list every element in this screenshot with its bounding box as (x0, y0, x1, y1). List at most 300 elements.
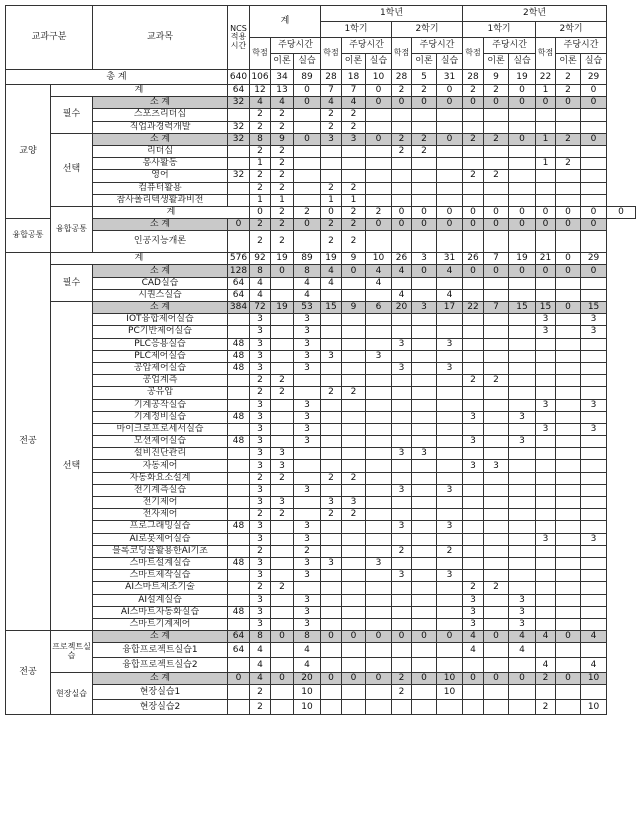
value-cell: 2 (412, 145, 437, 157)
value-cell (342, 570, 366, 582)
value-cell (228, 618, 250, 630)
value-cell: 2 (294, 206, 321, 218)
header-g1s1-theory: 이론 (342, 54, 366, 70)
value-cell (342, 362, 366, 374)
subject-row (6, 658, 636, 673)
value-cell: 3 (536, 326, 556, 338)
value-cell (228, 582, 250, 594)
value-cell: 3 (463, 411, 484, 423)
value-cell (581, 606, 607, 618)
value-cell (366, 314, 392, 326)
value-cell (556, 448, 581, 460)
value-cell: 0 (509, 133, 536, 145)
value-cell (556, 658, 581, 673)
value-cell: 4 (392, 265, 412, 277)
value-cell: 19 (509, 253, 536, 265)
value-cell (536, 497, 556, 509)
value-cell: 3 (250, 606, 271, 618)
value-cell (392, 594, 412, 606)
value-cell (342, 399, 366, 411)
subject-row (6, 399, 636, 411)
value-cell: 2 (437, 545, 463, 557)
value-cell (366, 460, 392, 472)
value-cell (556, 436, 581, 448)
value-cell: 0 (366, 133, 392, 145)
value-cell: 0 (484, 265, 509, 277)
value-cell: 0 (556, 219, 581, 231)
value-cell (463, 387, 484, 399)
value-cell (366, 338, 392, 350)
subject-name: 융합프로젝트실습1 (93, 643, 228, 658)
value-cell (321, 658, 342, 673)
subject-name: 공압제어실습 (93, 362, 228, 374)
value-cell: 3 (271, 448, 294, 460)
value-cell (509, 582, 536, 594)
value-cell: 3 (250, 362, 271, 374)
value-cell (581, 509, 607, 521)
value-cell (228, 158, 250, 170)
value-cell (536, 484, 556, 496)
value-cell (228, 375, 250, 387)
subject-name: 인공지능개론 (93, 231, 228, 253)
value-cell (294, 460, 321, 472)
subject-name: 스마트설계실습 (93, 557, 228, 569)
value-cell (321, 338, 342, 350)
value-cell: 3 (294, 338, 321, 350)
value-cell: 4 (250, 673, 271, 685)
value-cell: 4 (463, 631, 484, 643)
value-cell: 4 (250, 277, 271, 289)
value-cell (412, 594, 437, 606)
value-cell (271, 700, 294, 715)
liberal-total-row (6, 85, 636, 97)
subject-row (6, 194, 636, 206)
header-g2s2-practice: 실습 (581, 54, 607, 70)
value-cell: 3 (437, 521, 463, 533)
value-cell: 6 (366, 302, 392, 314)
subject-name: 융합프로젝트실습2 (93, 658, 228, 673)
value-cell (463, 362, 484, 374)
value-cell: 4 (509, 631, 536, 643)
value-cell (437, 423, 463, 435)
value-cell (366, 484, 392, 496)
value-cell: 2 (342, 182, 366, 194)
value-cell: 22 (536, 70, 556, 85)
value-cell (342, 350, 366, 362)
value-cell (556, 497, 581, 509)
value-cell: 2 (321, 387, 342, 399)
value-cell (392, 509, 412, 521)
value-cell: 106 (250, 70, 271, 85)
value-cell (412, 121, 437, 133)
value-cell (271, 289, 294, 301)
value-cell: 3 (250, 423, 271, 435)
value-cell: 3 (250, 533, 271, 545)
header-g1s1-practice: 실습 (366, 54, 392, 70)
value-cell (412, 582, 437, 594)
value-cell (271, 557, 294, 569)
value-cell (463, 448, 484, 460)
value-cell: 2 (392, 545, 412, 557)
value-cell (556, 685, 581, 700)
value-cell: 0 (581, 85, 607, 97)
header-g1-sem1: 1학기 (321, 22, 392, 38)
value-cell: 4 (437, 265, 463, 277)
value-cell (342, 460, 366, 472)
value-cell (437, 375, 463, 387)
value-cell (536, 472, 556, 484)
value-cell: 2 (321, 509, 342, 521)
value-cell (412, 509, 437, 521)
value-cell: 64 (228, 643, 250, 658)
value-cell: 89 (294, 70, 321, 85)
subject-row (6, 484, 636, 496)
value-cell: 2 (250, 387, 271, 399)
value-cell: 4 (250, 643, 271, 658)
value-cell (437, 121, 463, 133)
value-cell (228, 594, 250, 606)
value-cell (556, 399, 581, 411)
value-cell: 3 (536, 314, 556, 326)
value-cell (484, 557, 509, 569)
value-cell (509, 557, 536, 569)
value-cell: 48 (228, 606, 250, 618)
value-cell (509, 700, 536, 715)
value-cell: 17 (437, 302, 463, 314)
value-cell (321, 484, 342, 496)
value-cell (342, 557, 366, 569)
value-cell: 2 (250, 582, 271, 594)
value-cell: 3 (437, 362, 463, 374)
value-cell (556, 606, 581, 618)
value-cell (484, 314, 509, 326)
subject-name: 기계정비실습 (93, 411, 228, 423)
value-cell (536, 545, 556, 557)
value-cell (556, 170, 581, 182)
value-cell: 89 (294, 253, 321, 265)
subject-row (6, 423, 636, 435)
header-g2-sem2: 2학기 (536, 22, 607, 38)
value-cell: 10 (294, 685, 321, 700)
value-cell (536, 521, 556, 533)
subject-row (6, 533, 636, 545)
subject-row (6, 557, 636, 569)
value-cell (556, 545, 581, 557)
subject-row (6, 231, 636, 253)
value-cell: 2 (342, 109, 366, 121)
value-cell: 3 (294, 326, 321, 338)
value-cell (536, 436, 556, 448)
value-cell: 15 (581, 302, 607, 314)
value-cell: 0 (463, 97, 484, 109)
value-cell (366, 700, 392, 715)
value-cell (484, 700, 509, 715)
value-cell (463, 570, 484, 582)
value-cell (463, 145, 484, 157)
value-cell (509, 521, 536, 533)
value-cell (509, 399, 536, 411)
value-cell: 18 (342, 70, 366, 85)
value-cell (294, 170, 321, 182)
value-cell (463, 326, 484, 338)
value-cell (392, 533, 412, 545)
subject-name: 영어 (93, 170, 228, 182)
value-cell: 1 (342, 194, 366, 206)
value-cell (463, 545, 484, 557)
value-cell: 0 (509, 97, 536, 109)
value-cell (556, 182, 581, 194)
value-cell (463, 121, 484, 133)
value-cell: 0 (556, 253, 581, 265)
value-cell: 3 (294, 594, 321, 606)
value-cell (556, 338, 581, 350)
value-cell: 0 (412, 206, 437, 218)
value-cell: 4 (342, 97, 366, 109)
value-cell (581, 362, 607, 374)
subject-row (6, 411, 636, 423)
value-cell: 3 (366, 350, 392, 362)
value-cell (437, 618, 463, 630)
value-cell: 0 (392, 206, 412, 218)
header-g2s2-theory: 이론 (556, 54, 581, 70)
value-cell: 7 (342, 85, 366, 97)
value-cell: 2 (484, 85, 509, 97)
value-cell (412, 472, 437, 484)
value-cell (412, 545, 437, 557)
value-cell (463, 158, 484, 170)
value-cell: 4 (581, 658, 607, 673)
fusion-total-row (6, 206, 636, 218)
value-cell (484, 158, 509, 170)
value-cell (366, 582, 392, 594)
subject-name: AI설계실습 (93, 594, 228, 606)
value-cell: 0 (437, 206, 463, 218)
subject-name: 자동제어 (93, 460, 228, 472)
value-cell: 0 (250, 206, 271, 218)
subject-name: PC기반제어실습 (93, 326, 228, 338)
value-cell: 10 (581, 700, 607, 715)
value-cell (437, 448, 463, 460)
value-cell (484, 472, 509, 484)
value-cell (556, 121, 581, 133)
value-cell (581, 484, 607, 496)
value-cell (509, 472, 536, 484)
value-cell: 19 (321, 253, 342, 265)
value-cell (556, 387, 581, 399)
value-cell: 2 (271, 375, 294, 387)
value-cell (412, 314, 437, 326)
value-cell: 13 (271, 85, 294, 97)
value-cell: 3 (321, 497, 342, 509)
value-cell (509, 460, 536, 472)
value-cell (271, 314, 294, 326)
value-cell (484, 618, 509, 630)
value-cell: 8 (294, 265, 321, 277)
value-cell: 3 (392, 448, 412, 460)
value-cell (412, 700, 437, 715)
value-cell (412, 375, 437, 387)
subject-name: 프로그래밍실습 (93, 521, 228, 533)
value-cell: 0 (321, 631, 342, 643)
value-cell: 2 (484, 582, 509, 594)
value-cell (271, 436, 294, 448)
value-cell (509, 350, 536, 362)
subject-name: PLC응용실습 (93, 338, 228, 350)
value-cell: 2 (463, 582, 484, 594)
value-cell (392, 231, 412, 253)
value-cell (463, 109, 484, 121)
value-cell (342, 582, 366, 594)
value-cell (484, 411, 509, 423)
subject-row (6, 326, 636, 338)
value-cell (342, 448, 366, 460)
project-practice-label: 프로젝트실습 (51, 631, 93, 673)
value-cell (412, 411, 437, 423)
value-cell (366, 231, 392, 253)
value-cell (509, 121, 536, 133)
value-cell (228, 545, 250, 557)
value-cell (556, 145, 581, 157)
value-cell: 2 (484, 133, 509, 145)
value-cell (556, 194, 581, 206)
major2-field-subtotal-row (6, 673, 636, 685)
value-cell (366, 194, 392, 206)
value-cell: 2 (366, 206, 392, 218)
subject-name: 공유압 (93, 387, 228, 399)
value-cell: 3 (392, 484, 412, 496)
value-cell (484, 109, 509, 121)
value-cell: 1 (321, 194, 342, 206)
value-cell (509, 158, 536, 170)
value-cell (536, 338, 556, 350)
value-cell (271, 658, 294, 673)
value-cell (556, 362, 581, 374)
value-cell: 576 (228, 253, 250, 265)
value-cell (581, 685, 607, 700)
value-cell: 32 (228, 121, 250, 133)
value-cell: 4 (392, 289, 412, 301)
value-cell (271, 594, 294, 606)
value-cell (321, 618, 342, 630)
value-cell (366, 121, 392, 133)
value-cell: 10 (581, 673, 607, 685)
value-cell (463, 557, 484, 569)
value-cell: 15 (321, 302, 342, 314)
subject-row (6, 460, 636, 472)
value-cell: 3 (250, 484, 271, 496)
value-cell: 9 (484, 70, 509, 85)
value-cell: 0 (437, 133, 463, 145)
value-cell: 2 (412, 133, 437, 145)
subject-name: 스마트제작실습 (93, 570, 228, 582)
value-cell: 7 (321, 85, 342, 97)
value-cell: 1 (271, 194, 294, 206)
value-cell (412, 109, 437, 121)
value-cell (463, 497, 484, 509)
value-cell (581, 570, 607, 582)
value-cell (556, 375, 581, 387)
value-cell: 0 (607, 206, 636, 218)
value-cell: 3 (250, 618, 271, 630)
value-cell (392, 436, 412, 448)
value-cell (412, 658, 437, 673)
subject-row (6, 109, 636, 121)
subtotal-label: 소 계 (93, 631, 228, 643)
value-cell (536, 350, 556, 362)
value-cell (321, 436, 342, 448)
value-cell (437, 277, 463, 289)
value-cell: 0 (536, 265, 556, 277)
value-cell (463, 700, 484, 715)
value-cell: 0 (271, 673, 294, 685)
value-cell (412, 618, 437, 630)
value-cell: 2 (484, 170, 509, 182)
value-cell: 0 (556, 302, 581, 314)
value-cell (556, 314, 581, 326)
value-cell (509, 658, 536, 673)
value-cell: 20 (294, 673, 321, 685)
value-cell (342, 338, 366, 350)
header-g1-sem2: 2학기 (392, 22, 463, 38)
subject-row (6, 606, 636, 618)
value-cell (437, 314, 463, 326)
value-cell (321, 448, 342, 460)
major-total-label: 계 (51, 253, 228, 265)
value-cell (581, 436, 607, 448)
value-cell: 3 (412, 302, 437, 314)
value-cell (321, 521, 342, 533)
value-cell (556, 570, 581, 582)
value-cell (556, 618, 581, 630)
subject-row (6, 350, 636, 362)
value-cell: 0 (581, 97, 607, 109)
value-cell: 64 (228, 277, 250, 289)
value-cell (392, 109, 412, 121)
value-cell: 4 (294, 658, 321, 673)
subject-row (6, 314, 636, 326)
value-cell: 2 (321, 219, 342, 231)
value-cell (294, 472, 321, 484)
value-cell: 2 (271, 121, 294, 133)
value-cell (581, 277, 607, 289)
value-cell (228, 700, 250, 715)
value-cell (509, 375, 536, 387)
curriculum-table-wrapper (5, 5, 636, 715)
subject-name: 마이크로프로세서실습 (93, 423, 228, 435)
value-cell (556, 582, 581, 594)
liberal-total-label: 계 (51, 85, 228, 97)
value-cell: 4 (509, 643, 536, 658)
liberal-category-label: 교양 (6, 85, 51, 219)
subject-name: AI로봇제어실습 (93, 533, 228, 545)
value-cell (366, 170, 392, 182)
value-cell: 3 (437, 570, 463, 582)
subject-row (6, 700, 636, 715)
value-cell: 48 (228, 521, 250, 533)
header-g2s2-credits: 학점 (536, 38, 556, 70)
value-cell (556, 700, 581, 715)
value-cell (342, 545, 366, 557)
value-cell: 3 (250, 314, 271, 326)
value-cell: 4 (321, 277, 342, 289)
value-cell: 0 (437, 97, 463, 109)
value-cell (463, 509, 484, 521)
value-cell: 22 (463, 302, 484, 314)
value-cell: 0 (581, 265, 607, 277)
value-cell (509, 484, 536, 496)
value-cell (228, 145, 250, 157)
value-cell (228, 423, 250, 435)
